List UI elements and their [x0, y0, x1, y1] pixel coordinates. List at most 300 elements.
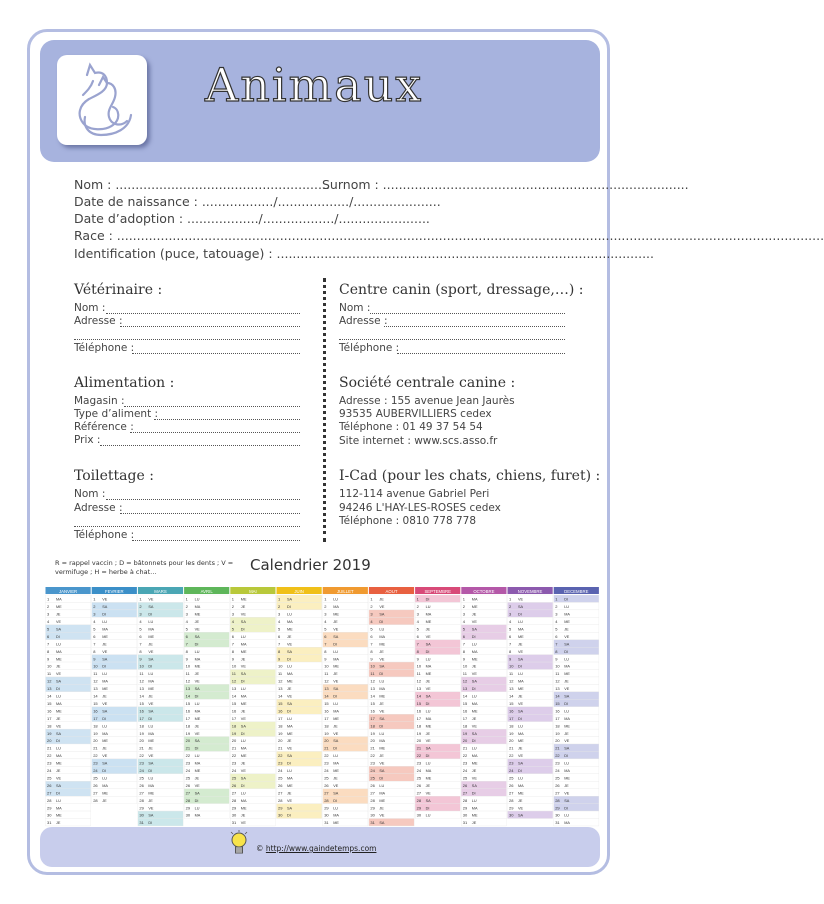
day-abbrev: DI	[56, 791, 60, 796]
vet-adresse-line[interactable]	[120, 326, 300, 327]
day-cell	[415, 699, 460, 706]
day-number: 5	[185, 626, 188, 632]
alim-type-line[interactable]	[154, 419, 300, 420]
day-cell	[369, 789, 414, 796]
day-abbrev: DI	[148, 716, 153, 721]
day-cell	[138, 796, 183, 803]
day-abbrev: SA	[148, 813, 154, 818]
day-cell	[277, 707, 322, 714]
societe-site[interactable]: Site internet : www.scs.asso.fr	[339, 435, 498, 447]
day-cell	[461, 796, 506, 803]
day-abbrev: JE	[56, 716, 61, 721]
day-cell	[554, 632, 599, 639]
day-cell	[369, 796, 414, 803]
day-abbrev: LU	[194, 649, 200, 654]
day-cell	[415, 744, 460, 751]
day-abbrev: JE	[240, 657, 246, 662]
day-cell	[277, 699, 322, 706]
day-number: 15	[462, 700, 468, 706]
day-number: 19	[278, 730, 283, 736]
day-number: 18	[278, 723, 283, 729]
day-abbrev: VE	[240, 612, 246, 617]
toil-telephone-line[interactable]	[132, 540, 300, 541]
day-number: 12	[185, 678, 191, 684]
day-number: 6	[462, 633, 466, 639]
day-number: 5	[416, 626, 419, 632]
day-cell	[277, 714, 322, 721]
day-cell	[138, 655, 183, 662]
day-abbrev: LU	[471, 694, 477, 699]
day-abbrev: ME	[194, 664, 201, 669]
toil-adresse-line-2[interactable]	[74, 526, 300, 527]
day-cell	[461, 692, 506, 699]
day-number: 11	[555, 671, 560, 677]
day-abbrev: SA	[194, 634, 200, 639]
alim-reference-line[interactable]	[130, 432, 300, 433]
day-number: 3	[416, 611, 419, 617]
day-abbrev: MA	[148, 679, 155, 684]
day-number: 26	[555, 782, 560, 788]
day-cell	[461, 722, 506, 729]
day-abbrev: SA	[194, 791, 200, 796]
day-number: 18	[93, 723, 98, 729]
day-abbrev: DI	[56, 687, 60, 692]
day-number: 13	[370, 686, 375, 692]
day-number: 30	[47, 812, 52, 818]
day-abbrev: JE	[379, 701, 384, 706]
day-cell	[461, 632, 506, 639]
day-number: 2	[416, 604, 419, 610]
day-cell	[138, 677, 183, 684]
day-number: 29	[509, 805, 514, 811]
day-number: 19	[139, 730, 144, 736]
centre-telephone-label: Téléphone :	[339, 342, 400, 354]
day-abbrev: SA	[287, 806, 293, 811]
day-number: 8	[47, 648, 50, 654]
day-abbrev: VE	[379, 605, 385, 610]
day-number: 24	[93, 768, 98, 773]
day-abbrev: VE	[240, 821, 246, 826]
day-abbrev: DI	[194, 746, 199, 751]
day-cell	[369, 819, 414, 826]
day-cell	[230, 677, 275, 684]
day-number: 4	[139, 619, 142, 624]
day-abbrev: ME	[518, 634, 524, 639]
day-abbrev: ME	[564, 776, 570, 781]
day-abbrev: VE	[148, 701, 154, 706]
day-abbrev: DI	[194, 798, 199, 803]
day-number: 8	[231, 648, 235, 654]
day-cell	[46, 640, 91, 647]
day-number: 7	[462, 641, 466, 647]
centre-nom-label: Nom :	[339, 302, 371, 314]
icad-heading: I-Cad (pour les chats, chiens, furet) :	[339, 468, 601, 484]
day-abbrev: SA	[56, 783, 62, 788]
vet-adresse-line-2[interactable]	[74, 339, 300, 340]
day-abbrev: ME	[56, 605, 62, 610]
day-number: 10	[47, 663, 52, 669]
day-cell	[277, 670, 322, 677]
day-number: 18	[509, 723, 514, 729]
day-cell	[230, 670, 275, 677]
day-number: 21	[324, 745, 329, 751]
day-number: 2	[324, 604, 327, 610]
day-abbrev: DI	[102, 664, 107, 669]
day-number: 28	[370, 797, 375, 803]
day-number: 4	[231, 619, 235, 624]
day-number: 17	[231, 715, 237, 721]
day-number: 9	[139, 656, 142, 662]
day-cell	[508, 670, 553, 677]
copyright-symbol: ©	[256, 844, 264, 853]
day-cell	[230, 699, 275, 706]
day-number: 26	[509, 782, 514, 788]
day-abbrev: DI	[287, 605, 291, 610]
day-number: 17	[185, 715, 191, 721]
day-abbrev: LU	[194, 754, 200, 759]
day-cell	[277, 811, 322, 818]
day-cell	[184, 647, 229, 654]
day-number: 6	[139, 633, 142, 639]
day-number: 22	[278, 753, 283, 759]
day-abbrev: DI	[194, 642, 199, 647]
day-cell	[46, 796, 91, 803]
day-cell	[92, 707, 137, 714]
alim-prix-line[interactable]	[100, 445, 300, 446]
day-abbrev: JE	[425, 679, 431, 684]
day-number: 3	[509, 611, 512, 617]
month-label: AOUT	[385, 588, 398, 594]
day-abbrev: MA	[518, 627, 524, 632]
day-cell	[415, 751, 460, 758]
day-cell	[369, 766, 414, 773]
day-number: 14	[139, 693, 144, 699]
day-cell	[554, 766, 599, 773]
day-number: 16	[185, 708, 191, 714]
day-abbrev: SA	[471, 731, 477, 736]
day-number: 11	[93, 671, 98, 677]
day-abbrev: ME	[240, 649, 247, 654]
day-abbrev: VE	[564, 791, 570, 796]
day-abbrev: VE	[379, 657, 385, 662]
day-cell	[46, 699, 91, 706]
day-cell	[46, 617, 91, 624]
day-number: 1	[324, 596, 327, 602]
day-number: 2	[555, 604, 558, 610]
day-abbrev: SA	[425, 746, 431, 751]
day-cell	[508, 699, 553, 706]
day-cell	[277, 737, 322, 744]
day-abbrev: JE	[379, 806, 384, 811]
vet-nom-line[interactable]	[106, 313, 300, 314]
day-abbrev: ME	[148, 687, 155, 692]
field-date-naissance[interactable]: Date de naissance : ................../................../......................	[74, 194, 441, 209]
day-number: 13	[185, 686, 191, 692]
icad-adresse: 112-114 avenue Gabriel Peri	[339, 488, 490, 500]
day-cell	[508, 766, 553, 773]
day-number: 16	[462, 708, 468, 714]
day-abbrev: JE	[194, 620, 200, 624]
day-number: 26	[462, 782, 468, 788]
day-number: 19	[47, 730, 52, 736]
day-abbrev: DI	[240, 627, 245, 632]
day-abbrev: JE	[471, 769, 477, 773]
day-number: 24	[509, 768, 514, 773]
day-cell	[323, 670, 368, 677]
day-cell	[277, 766, 322, 773]
day-abbrev: MA	[425, 716, 432, 721]
day-cell	[184, 699, 229, 706]
day-number: 10	[462, 663, 468, 669]
day-cell	[554, 722, 599, 729]
day-number: 23	[185, 760, 191, 766]
day-cell	[92, 699, 137, 706]
centre-adresse-line-2[interactable]	[339, 339, 565, 340]
day-abbrev: LU	[102, 724, 108, 729]
field-identification[interactable]: Identification (puce, tatouage) : ...............................................................................................	[74, 246, 654, 261]
day-number: 17	[509, 715, 514, 721]
day-abbrev: LU	[518, 672, 523, 677]
day-cell	[277, 751, 322, 758]
day-abbrev: SA	[56, 679, 62, 684]
day-cell	[554, 595, 599, 602]
day-number: 21	[185, 745, 191, 751]
day-cell	[138, 811, 183, 818]
field-race[interactable]: Race : ..................................................................................................................................................................................	[74, 228, 824, 243]
day-cell	[46, 789, 91, 796]
day-abbrev: LU	[333, 754, 339, 759]
day-cell	[46, 722, 91, 729]
day-cell	[277, 774, 322, 781]
day-number: 7	[185, 641, 188, 647]
day-abbrev: MA	[194, 657, 201, 662]
month-label: NOVEMBRE	[517, 588, 543, 594]
day-cell	[46, 625, 91, 632]
day-number: 30	[416, 812, 422, 818]
day-cell	[508, 774, 553, 781]
day-number: 13	[139, 686, 144, 692]
day-number: 10	[231, 663, 237, 669]
day-cell	[184, 789, 229, 796]
toil-nom-line[interactable]	[106, 499, 300, 500]
day-abbrev: SA	[148, 605, 154, 610]
day-abbrev: ME	[333, 664, 339, 669]
day-number: 2	[139, 604, 142, 610]
day-cell	[508, 632, 553, 639]
day-number: 16	[555, 708, 560, 714]
day-cell	[415, 632, 460, 639]
day-number: 23	[278, 760, 283, 766]
day-number: 4	[462, 619, 466, 624]
day-abbrev: LU	[333, 806, 339, 811]
day-number: 22	[47, 753, 52, 759]
day-abbrev: MA	[564, 769, 570, 773]
day-number: 29	[416, 805, 422, 811]
day-cell	[554, 781, 599, 788]
day-abbrev: ME	[102, 634, 108, 639]
calendar-legend: R = rappel vaccin ; D = bâtonnets pour les dents ; V = vermifuge ; H = herbe à chat…	[55, 559, 234, 576]
field-date-adoption[interactable]: Date d’adoption : ................../................../.......................	[74, 211, 430, 226]
day-cell	[461, 684, 506, 691]
day-abbrev: JE	[56, 821, 61, 826]
day-number: 13	[509, 686, 514, 692]
day-cell	[138, 789, 183, 796]
field-surnom[interactable]: Surnom : .............................................................................	[322, 177, 689, 192]
day-abbrev: VE	[518, 806, 524, 811]
day-number: 26	[370, 782, 375, 788]
day-abbrev: ME	[379, 642, 386, 647]
day-number: 2	[185, 604, 188, 610]
day-abbrev: JE	[518, 642, 523, 647]
day-number: 8	[416, 648, 419, 654]
day-cell	[554, 640, 599, 647]
day-number: 3	[370, 611, 373, 617]
day-abbrev: VE	[194, 679, 200, 684]
day-abbrev: MA	[240, 746, 247, 751]
day-cell	[184, 811, 229, 818]
day-number: 16	[416, 708, 422, 714]
day-number: 9	[555, 656, 558, 662]
day-number: 10	[324, 663, 329, 669]
day-abbrev: JE	[518, 798, 523, 803]
day-number: 14	[231, 693, 237, 699]
day-cell	[369, 677, 414, 684]
day-cell	[415, 804, 460, 811]
footer-link[interactable]: http://www.gaindetemps.com	[265, 844, 377, 853]
day-abbrev: JE	[471, 716, 477, 721]
day-abbrev: LU	[379, 731, 385, 736]
day-abbrev: MA	[333, 657, 339, 662]
day-cell	[138, 625, 183, 632]
day-number: 26	[139, 782, 144, 788]
day-abbrev: DI	[56, 634, 60, 639]
day-cell	[46, 819, 91, 826]
day-cell	[415, 722, 460, 729]
day-cell	[323, 647, 368, 654]
day-cell	[461, 751, 506, 758]
day-abbrev: ME	[471, 657, 478, 662]
day-abbrev: DI	[471, 634, 476, 639]
day-abbrev: DI	[564, 597, 569, 602]
day-abbrev: VE	[194, 627, 200, 632]
day-abbrev: VE	[240, 716, 246, 721]
day-number: 18	[231, 723, 237, 729]
day-number: 28	[416, 797, 422, 803]
day-cell	[461, 744, 506, 751]
day-abbrev: ME	[333, 821, 339, 826]
day-number: 26	[185, 782, 191, 788]
day-cell	[92, 677, 137, 684]
day-cell	[415, 670, 460, 677]
vet-telephone-line[interactable]	[132, 353, 300, 354]
day-abbrev: MA	[56, 597, 62, 602]
centre-nom-line[interactable]	[370, 313, 565, 314]
day-number: 14	[47, 693, 52, 699]
day-cell	[461, 707, 506, 714]
day-abbrev: DI	[471, 791, 476, 796]
day-cell	[138, 729, 183, 736]
day-number: 31	[231, 820, 237, 826]
day-cell	[277, 640, 322, 647]
day-number: 13	[324, 686, 329, 692]
day-abbrev: JE	[240, 813, 246, 818]
day-abbrev: ME	[287, 783, 293, 788]
day-abbrev: DI	[425, 806, 430, 811]
day-cell	[415, 737, 460, 744]
day-abbrev: ME	[425, 776, 432, 781]
day-abbrev: DI	[287, 813, 291, 818]
day-number: 14	[462, 693, 468, 699]
day-number: 26	[47, 782, 52, 788]
day-number: 14	[278, 693, 283, 699]
day-number: 7	[555, 641, 558, 647]
day-number: 2	[278, 604, 281, 610]
day-number: 26	[416, 782, 422, 788]
field-nom[interactable]: Nom : ......................................................	[74, 177, 330, 192]
day-cell	[46, 744, 91, 751]
toil-adresse-line[interactable]	[120, 513, 300, 514]
day-abbrev: JE	[564, 679, 569, 684]
day-abbrev: VE	[518, 754, 524, 759]
day-abbrev: ME	[287, 627, 293, 632]
day-cell	[92, 789, 137, 796]
day-abbrev: MA	[518, 731, 524, 736]
day-abbrev: ME	[194, 612, 201, 617]
day-number: 15	[278, 700, 283, 706]
day-abbrev: VE	[564, 634, 570, 639]
day-number: 11	[370, 671, 375, 677]
day-cell	[138, 632, 183, 639]
day-cell	[46, 759, 91, 766]
day-cell	[508, 714, 553, 721]
day-abbrev: VE	[518, 597, 524, 602]
day-cell	[230, 751, 275, 758]
day-cell	[554, 677, 599, 684]
day-abbrev: JE	[471, 612, 477, 617]
day-abbrev: ME	[287, 731, 293, 736]
day-abbrev: MA	[56, 806, 62, 811]
day-cell	[46, 737, 91, 744]
day-abbrev: ME	[518, 791, 524, 796]
day-cell	[184, 804, 229, 811]
day-cell	[92, 655, 137, 662]
day-abbrev: VE	[148, 806, 154, 811]
day-number: 27	[555, 790, 560, 796]
day-cell	[138, 662, 183, 669]
day-cell	[184, 707, 229, 714]
day-cell	[230, 774, 275, 781]
day-abbrev: DI	[564, 649, 569, 654]
day-cell	[461, 714, 506, 721]
centre-adresse-line[interactable]	[384, 326, 565, 327]
day-number: 18	[555, 723, 560, 729]
day-abbrev: SA	[148, 709, 154, 714]
day-abbrev: ME	[425, 672, 432, 677]
day-number: 10	[509, 663, 514, 669]
day-number: 20	[93, 738, 98, 744]
day-abbrev: MA	[102, 731, 108, 736]
day-cell	[184, 774, 229, 781]
day-abbrev: JE	[148, 746, 153, 751]
day-abbrev: LU	[471, 746, 477, 751]
day-number: 20	[139, 738, 144, 744]
day-abbrev: DI	[287, 657, 291, 662]
day-cell	[230, 744, 275, 751]
day-abbrev: SA	[240, 724, 246, 729]
day-abbrev: SA	[240, 776, 246, 781]
centre-telephone-line[interactable]	[397, 353, 565, 354]
day-number: 25	[509, 775, 514, 781]
